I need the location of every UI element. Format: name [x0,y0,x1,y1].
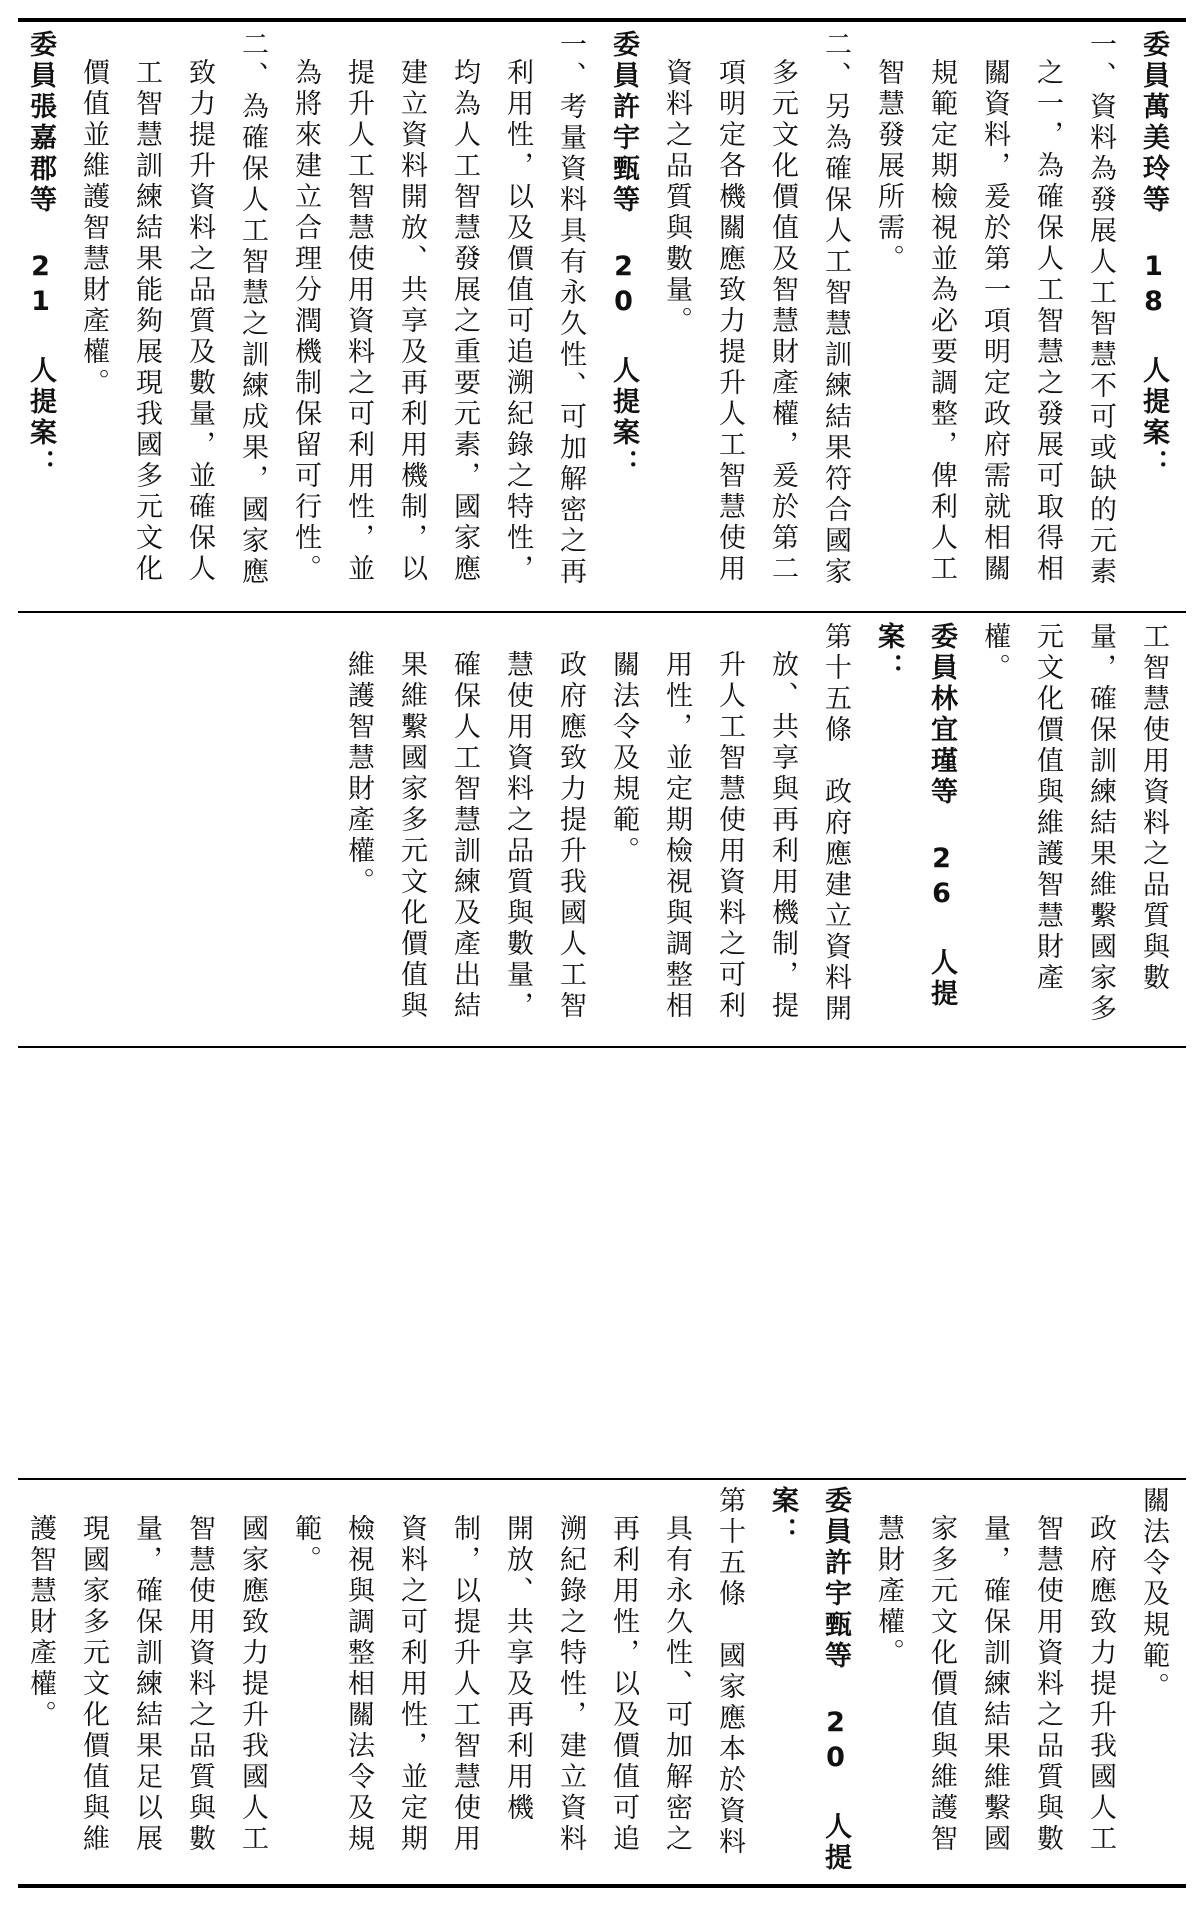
right-item-1-2: 二、另為確保人工智慧訓練結果符合國家多元文化價值及智慧財產權，爰於第二項明定各機關應致力提升人工智慧使用資料之品質與數量。 [661,30,851,588]
rule-left-top [18,1478,1186,1480]
right-heading-2: 委員許宇甄等 20 人提案： [608,30,639,480]
middle-col1: 工智慧使用資料之品質與數量，確保訓練結果維繫國家多元文化價值與維護智慧財產權。 [979,622,1169,1025]
left-col2-p1: 第十五條 國家應本於資料具有永久性、可加解密之再利用性，以及價值可追溯紀錄之特性，建立資料開放、共享及再利用機制，以提升人工智慧使用資料之可利用性，並定期檢視與調整相關法令及規範。 [290,1486,745,1858]
middle-block [30,622,1180,1034]
left-block [25,1486,1180,1876]
left-col1-p1: 關法令及規範。 [1138,1486,1169,1703]
left-col1-p2: 政府應致力提升我國人工智慧使用資料之品質與數量，確保訓練結果維繫國家多元文化價值與維護智慧財產權。 [873,1514,1116,1855]
left-col2-p2: 國家應致力提升我國人工智慧使用資料之品質與數量，確保訓練結果足以展現國家多元文化價值與維護智慧財產權。 [25,1514,268,1855]
bottom-rule [18,1884,1186,1888]
right-item-1-1: 一、資料為發展人工智慧不可或缺的元素之一，為確保人工智慧之發展可取得相關資料，爰於第一項明定政府需就相關規範定期檢視並為必要調整，俾利人工智慧發展所需。 [873,30,1116,588]
middle-col2: 第十五條 政府應建立資料開放、共享與再利用機制，提升人工智慧使用資料之可利用性，並定期檢視與調整相關法令及規範。 [608,622,851,1025]
right-heading-3: 委員張嘉郡等 21 人提案： [25,30,56,480]
middle-heading: 委員林宜瑾等 26 人提案： [873,622,957,1010]
right-heading-1: 委員萬美玲等 18 人提案： [1138,30,1169,480]
left-heading: 委員許宇甄等 20 人提案： [767,1486,851,1874]
rule-middle-mid [18,1046,1186,1048]
right-block [25,30,1180,600]
rule-right-mid [18,611,1186,613]
middle-col3: 政府應致力提升我國人工智慧使用資料之品質與數量，確保人工智慧訓練及產出結果維繫國家多元文化價值與維護智慧財產權。 [343,650,586,1022]
right-item-2-2: 二、為確保人工智慧之訓練成果，國家應致力提升資料之品質及數量，並確保人工智慧訓練結果能夠展現我國多元文化價值並維護智慧財產權。 [78,30,268,588]
top-rule [18,18,1186,22]
right-item-2-1: 一、考量資料具有永久性、可加解密之再利用性，以及價值可追溯紀錄之特性，均為人工智慧發展之重要元素，國家應建立資料開放、共享及再利用機制，以提升人工智慧使用資料之可利用性，並為將來建立合理分潤機制保留可行性。 [290,30,586,588]
